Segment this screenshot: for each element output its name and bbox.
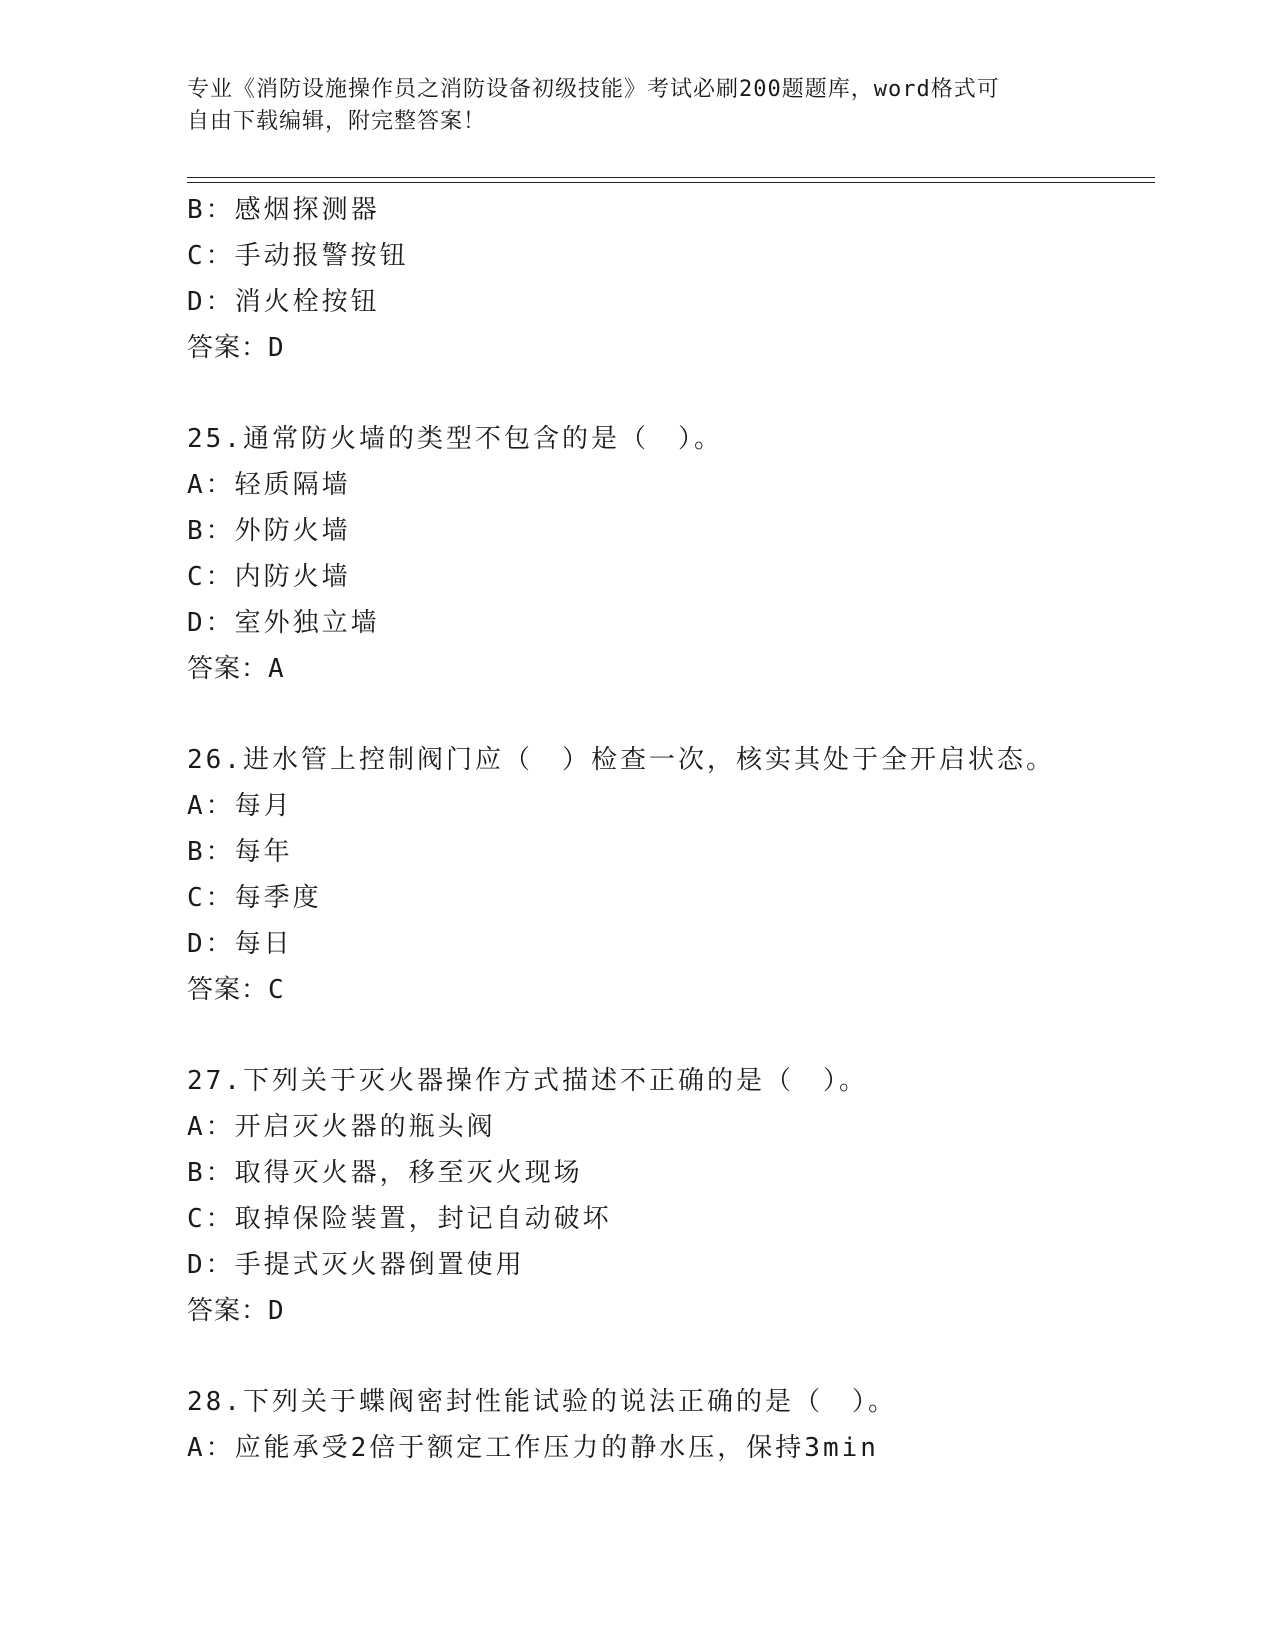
question-block-27 — [187, 1058, 1155, 1334]
question-block-25 — [187, 416, 1155, 692]
question-list — [187, 187, 1155, 1471]
option-c: C：内防火墙 — [187, 562, 351, 592]
question-stem: 27.下列关于灭火器操作方式描述不正确的是（ ）。 — [187, 1066, 868, 1096]
answer-value: C — [268, 975, 284, 1005]
answer-line — [187, 1288, 1155, 1334]
option-a: A：应能承受2倍于额定工作压力的静水压，保持3min — [187, 1433, 879, 1463]
header-line-1: 专业《消防设施操作员之消防设备初级技能》考试必刷200题题库，word格式可 — [187, 77, 1000, 102]
option-c: C：手动报警按钮 — [187, 241, 409, 271]
option-a: A：轻质隔墙 — [187, 470, 351, 500]
question-stem: 26.进水管上控制阀门应（ ）检查一次，核实其处于全开启状态。 — [187, 745, 1055, 775]
question-stem: 28.下列关于蝶阀密封性能试验的说法正确的是（ ）。 — [187, 1387, 897, 1417]
option-b: B：外防火墙 — [187, 516, 351, 546]
answer-label: 答案： — [187, 1296, 269, 1326]
question-block-28 — [187, 1379, 1155, 1471]
question-stem: 25.通常防火墙的类型不包含的是（ ）。 — [187, 424, 723, 454]
option-d: D：消火栓按钮 — [187, 287, 380, 317]
header-line-2: 自由下载编辑，附完整答案！ — [187, 109, 487, 134]
option-c: C：取掉保险装置，封记自动破坏 — [187, 1204, 612, 1234]
document-header — [187, 74, 1067, 138]
option-a: A：每月 — [187, 791, 293, 821]
answer-line — [187, 646, 1155, 692]
answer-value: D — [268, 333, 284, 363]
option-d: D：室外独立墙 — [187, 608, 380, 638]
option-b: B：取得灭火器，移至灭火现场 — [187, 1158, 583, 1188]
option-d: D：手提式灭火器倒置使用 — [187, 1250, 525, 1280]
header-divider-top — [187, 177, 1155, 178]
answer-label: 答案： — [187, 654, 269, 684]
answer-label: 答案： — [187, 333, 269, 363]
answer-value: D — [268, 1296, 284, 1326]
answer-line — [187, 967, 1155, 1013]
option-b: B：感烟探测器 — [187, 195, 380, 225]
answer-value: A — [268, 654, 284, 684]
question-block-24 — [187, 187, 1155, 371]
option-d: D：每日 — [187, 929, 293, 959]
option-b: B：每年 — [187, 837, 293, 867]
option-a: A：开启灭火器的瓶头阀 — [187, 1112, 496, 1142]
answer-label: 答案： — [187, 975, 269, 1005]
option-c: C：每季度 — [187, 883, 322, 913]
question-block-26 — [187, 737, 1155, 1013]
header-divider-bottom — [187, 182, 1155, 183]
answer-line — [187, 325, 1155, 371]
